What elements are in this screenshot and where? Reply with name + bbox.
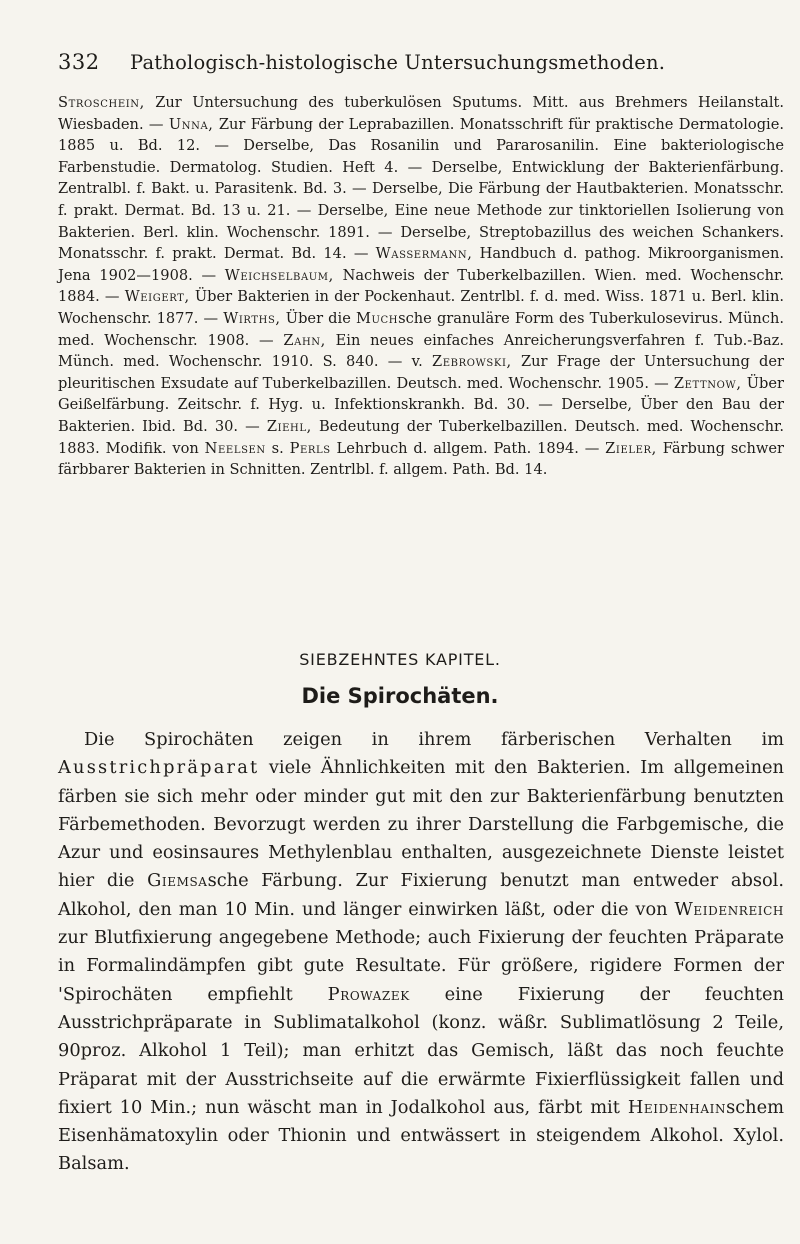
reference-author: Zebrowski, [432, 353, 512, 371]
page-number: 332 [58, 50, 100, 74]
reference-author: Much [355, 309, 399, 327]
reference-text: Lehrbuch d. allgem. Path. 1894. — [330, 439, 606, 457]
reference-text: sche granuläre Form des Tuberkulosevirus. Münch. med. Wochenschr. 1908. — [58, 309, 784, 349]
reference-author: Wassermann, [375, 245, 473, 263]
reference-author: Weichselbaum, [224, 266, 334, 284]
emphasized-term: Heidenhain [627, 1096, 727, 1118]
reference-text: Färbung schwer färbbarer Bakterien in Schnitten. Zentrlbl. f. allgem. Path. Bd. 14. [58, 439, 784, 479]
reference-text: s. [265, 439, 290, 457]
reference-author: Ziehl, [266, 417, 312, 435]
emphasized-term: Giemsa [147, 870, 208, 892]
reference-text: Ein neues einfaches Anreicherungsverfahren f. Tub.-Baz. Münch. med. Wochenschr. 1910. S. 840. — v. [58, 331, 784, 371]
reference-text: Zur Untersuchung des tuberkulösen Sputums. Mitt. aus Brehmers Heilanstalt. Wiesbaden. — [58, 94, 784, 133]
reference-author: Wirths, [223, 309, 281, 327]
reference-author: Zettnow, [673, 374, 742, 392]
chapter-heading: SIEBZEHNTES KAPITEL. [299, 650, 501, 669]
emphasized-term: Ausstrichpräparat [58, 757, 260, 779]
reference-author: Perls [289, 439, 331, 457]
emphasized-term: Weidenreich [674, 898, 784, 920]
running-title: Pathologisch-histologische Untersuchungsmethoden. [130, 51, 666, 74]
page-header [58, 50, 758, 82]
reference-text: Handbuch d. pathog. Mikroorganismen. Jena 1902—1908. — [58, 245, 784, 284]
reference-text: Bedeutung der Tuberkelbazillen. Deutsch. med. Wochenschr. 1883. Modifik. von [58, 417, 784, 457]
reference-author: Zieler, [605, 439, 657, 457]
reference-author: Zahn, [283, 331, 326, 349]
body-text-run: viele Ähnlichkeiten mit den Bakterien. Im allgemeinen färben sie sich mehr oder minder gut mit den zur Bakterienfärbung benutzten Färbemethoden. Bevorzugt werden zu ihrer Darstellung die Farbgemische, die Azur und eosinsaures Methylenblau enthalten, ausgezeichnete Dienste leistet hier die [58, 757, 784, 892]
body-text-run: Die Spirochäten zeigen in ihrem färberischen Verhalten im [84, 729, 784, 750]
section-title: Die Spirochäten. [301, 684, 499, 708]
reference-text: Zur Färbung der Leprabazillen. Monatsschrift für praktische Dermatologie. 1885 u. Bd. 12. — Derselbe, Das Rosanilin und Pararosanilin. Eine bakteriologische Farbenstudie. Dermatolog. Studien. Heft 4. — Derselbe, Entwicklung der Bakterienfärbung. Zentralbl. f. Bakt. u. Parasitenk. Bd. 3. — Derselbe, Die Färbung der Hautbakterien. Monatsschr. f. prakt. Dermat. Bd. 13 u. 21. — Derselbe, Eine neue Methode zur tinktoriellen Isolierung von Bakterien. Berl. klin. Wochenschr. 1891. — Derselbe, Streptobazillus des weichen Schankers. Monatsschr. f. prakt. Dermat. Bd. 14. — [58, 115, 784, 263]
body-text-run: zur Blutfixierung angegebene Methode; auch Fixierung der feuchten Präparate in Formalindämpfen gibt gute Resultate. Für größere, rigidere Formen der 'Spirochäten empfiehlt [58, 927, 784, 1005]
reference-text: Über Bakterien in der Pockenhaut. Zentrlbl. f. d. med. Wiss. 1871 u. Berl. klin. Wochenschr. 1877. — [58, 288, 784, 327]
body-text-run: schem Eisenhämatoxylin oder Thionin und entwässert in steigendem Alkohol. Xylol. Balsam. [58, 1096, 784, 1175]
reference-text: Zur Frage der Untersuchung der pleuritischen Exsudate auf Tuberkelbazillen. Deutsch. med. Wochenschr. 1905. — [58, 353, 784, 392]
reference-author: Weigert, [124, 288, 190, 306]
bibliography-block [58, 92, 784, 481]
reference-author: Unna, [168, 115, 214, 133]
body-text-run: sche Färbung. Zur Fixierung benutzt man entweder absol. Alkohol, den man 10 Min. und länger einwirken läßt, oder die von [58, 870, 784, 920]
body-text-run: eine Fixierung der feuchten Ausstrichpräparate in Sublimatalkohol (konz. wäßr. Sublimatlösung 2 Teile, 90proz. Alkohol 1 Teil); man erhitzt das Gemisch, läßt das noch feuchte Präparat mit der Ausstrichseite auf die erwärmte Fixierflüssigkeit fallen und fixiert 10 Min.; nun wäscht man in Jodalkohol aus, färbt mit [58, 983, 784, 1118]
reference-text: Nachweis der Tuberkelbazillen. Wien. med. Wochenschr. 1884. — [58, 266, 784, 306]
body-paragraph [58, 726, 784, 1179]
reference-text: Über die [280, 309, 356, 327]
emphasized-term: Prowazek [327, 983, 410, 1005]
reference-text: Über Geißelfärbung. Zeitschr. f. Hyg. u. Infektionskrankh. Bd. 30. — Derselbe, Über den Bau der Bakterien. Ibid. Bd. 30. — [58, 374, 784, 435]
reference-author: Stroschein, [58, 94, 145, 111]
reference-author: Neelsen [204, 439, 266, 457]
